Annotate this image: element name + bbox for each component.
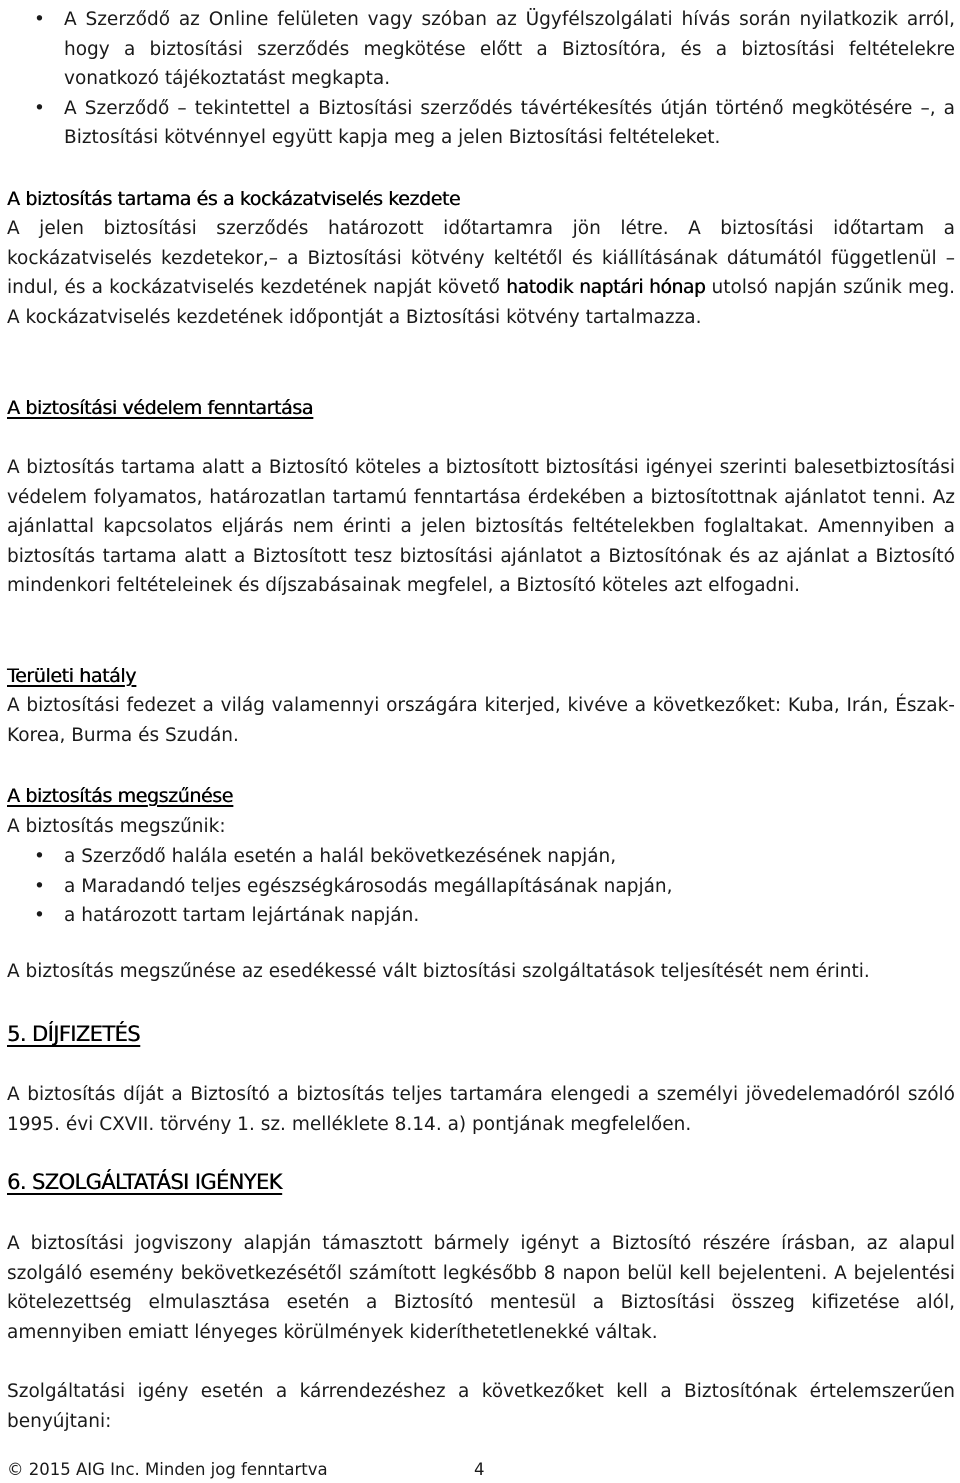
list-item (0, 5, 955, 94)
section-text-igenyek-1: A biztosítási jogviszony alapján támasztott bármely igényt a Biztosító részére írásban, az alapul szolgáló esemény bekövetkezésétől számított legkésőbb 8 napon belül kell bejelenteni. A bejelentési kötelezettség elmulasztása esetén a Biztosító mentesül a Biztosítási összeg kifizetése alól, amennyiben emiatt lényeges körülmények kideríthetetlenekké váltak. (7, 1233, 955, 1343)
section-text-tartam (7, 214, 955, 332)
list-item (0, 872, 955, 902)
section-heading-teruleti: Területi hatály (7, 665, 136, 687)
list-item (0, 94, 955, 153)
section-text-vedelem: A biztosítás tartama alatt a Biztosító köteles a biztosított biztosítási igényei szerinti balesetbiztosítási védelem folyamatos, határozatlan tartamú fenntartása érdekében a biztosítottnak ajánlatot tenni. Az ajánlattal kapcsolatos eljárás nem érinti a jelen biztosítás feltételekben foglaltakat. Amennyiben a biztosítás tartama alatt a Biztosított tesz biztosítási ajánlatot a Biztosítónak és az ajánlat a Biztosító mindenkori feltételeinek és díjszabásainak megfelel, a Biztosító köteles azt elfogadni. (7, 457, 955, 597)
bullet-icon: • (34, 9, 45, 30)
section-text-dijfizetes: A biztosítás díját a Biztosító a biztosítás teljes tartamára elengedi a személyi jövedelemadóról szóló 1995. évi CXVII. törvény 1. sz. melléklete 8.14. a) pontjának megfelelően. (7, 1084, 955, 1135)
list-item-text: a határozott tartam lejártának napján. (64, 905, 420, 927)
section-heading-igenyek: 6. SZOLGÁLTATÁSI IGÉNYEK (7, 1170, 282, 1194)
section-heading-tartam: A biztosítás tartama és a kockázatviselés kezdete (7, 188, 461, 210)
list-item-text: a Maradandó teljes egészségkárosodás megállapításának napján, (64, 875, 673, 897)
intro-bullet-list (0, 5, 955, 153)
section-heading-megszunes: A biztosítás megszűnése (7, 785, 233, 807)
list-item (0, 842, 955, 872)
section-text-igenyek-2: Szolgáltatási igény esetén a kárrendezéshez a következőket kell a Biztosítónak értelemszerűen benyújtani: (7, 1381, 955, 1432)
text-run: utolsó napján szűnik meg. A kockázatviselés kezdetének időpontját a Biztosítási kötvény tartalmazza. (7, 277, 955, 328)
emphasis-text: hatodik naptári hónap (506, 277, 706, 299)
list-item (0, 901, 955, 931)
bullet-icon: • (34, 905, 45, 927)
page-number: 4 (474, 1460, 485, 1479)
section-heading-dijfizetes: 5. DÍJFIZETÉS (7, 1022, 140, 1046)
bullet-icon: • (34, 875, 45, 897)
list-item-text: a Szerződő halála esetén a halál bekövetkezésének napján, (64, 846, 617, 867)
section-heading-vedelem: A biztosítási védelem fenntartása (7, 397, 313, 419)
megszunes-bullet-list (0, 842, 955, 931)
list-item-text: A Szerződő – tekintettel a Biztosítási szerződés távértékesítés útján történő megkötésére –, a Biztosítási kötvénnyel együtt kapja meg a jelen Biztosítási feltételeket. (64, 97, 955, 149)
bullet-icon: • (34, 846, 45, 867)
section-text-megszunes-closing: A biztosítás megszűnése az esedékessé vált biztosítási szolgáltatások teljesítését nem érinti. (7, 961, 870, 982)
list-item-text: A Szerződő az Online felületen vagy szóban az Ügyfélszolgálati hívás során nyilatkozik arról, hogy a biztosítási szerződés megkötése előtt a Biztosítóra, és a biztosítási feltételekre vonatkozó tájékoztatást megkapta. (64, 9, 955, 90)
bullet-icon: • (34, 97, 45, 119)
text-run: A jelen biztosítási szerződés határozott időtartamra jön létre. A biztosítási időtartam a kockázatviselés kezdetekor,– a Biztosítási kötvény keltétől és kiállításának dátumától függetlenül –indul, és a kockázatviselés kezdetének napját követő (7, 218, 955, 299)
section-text-megszunes-intro: A biztosítás megszűnik: (7, 816, 226, 837)
footer-copyright: © 2015 AIG Inc. Minden jog fenntartva (7, 1460, 328, 1479)
section-text-teruleti: A biztosítási fedezet a világ valamennyi országára kiterjed, kivéve a következőket: Kuba, Irán, Észak-Korea, Burma és Szudán. (7, 695, 955, 746)
